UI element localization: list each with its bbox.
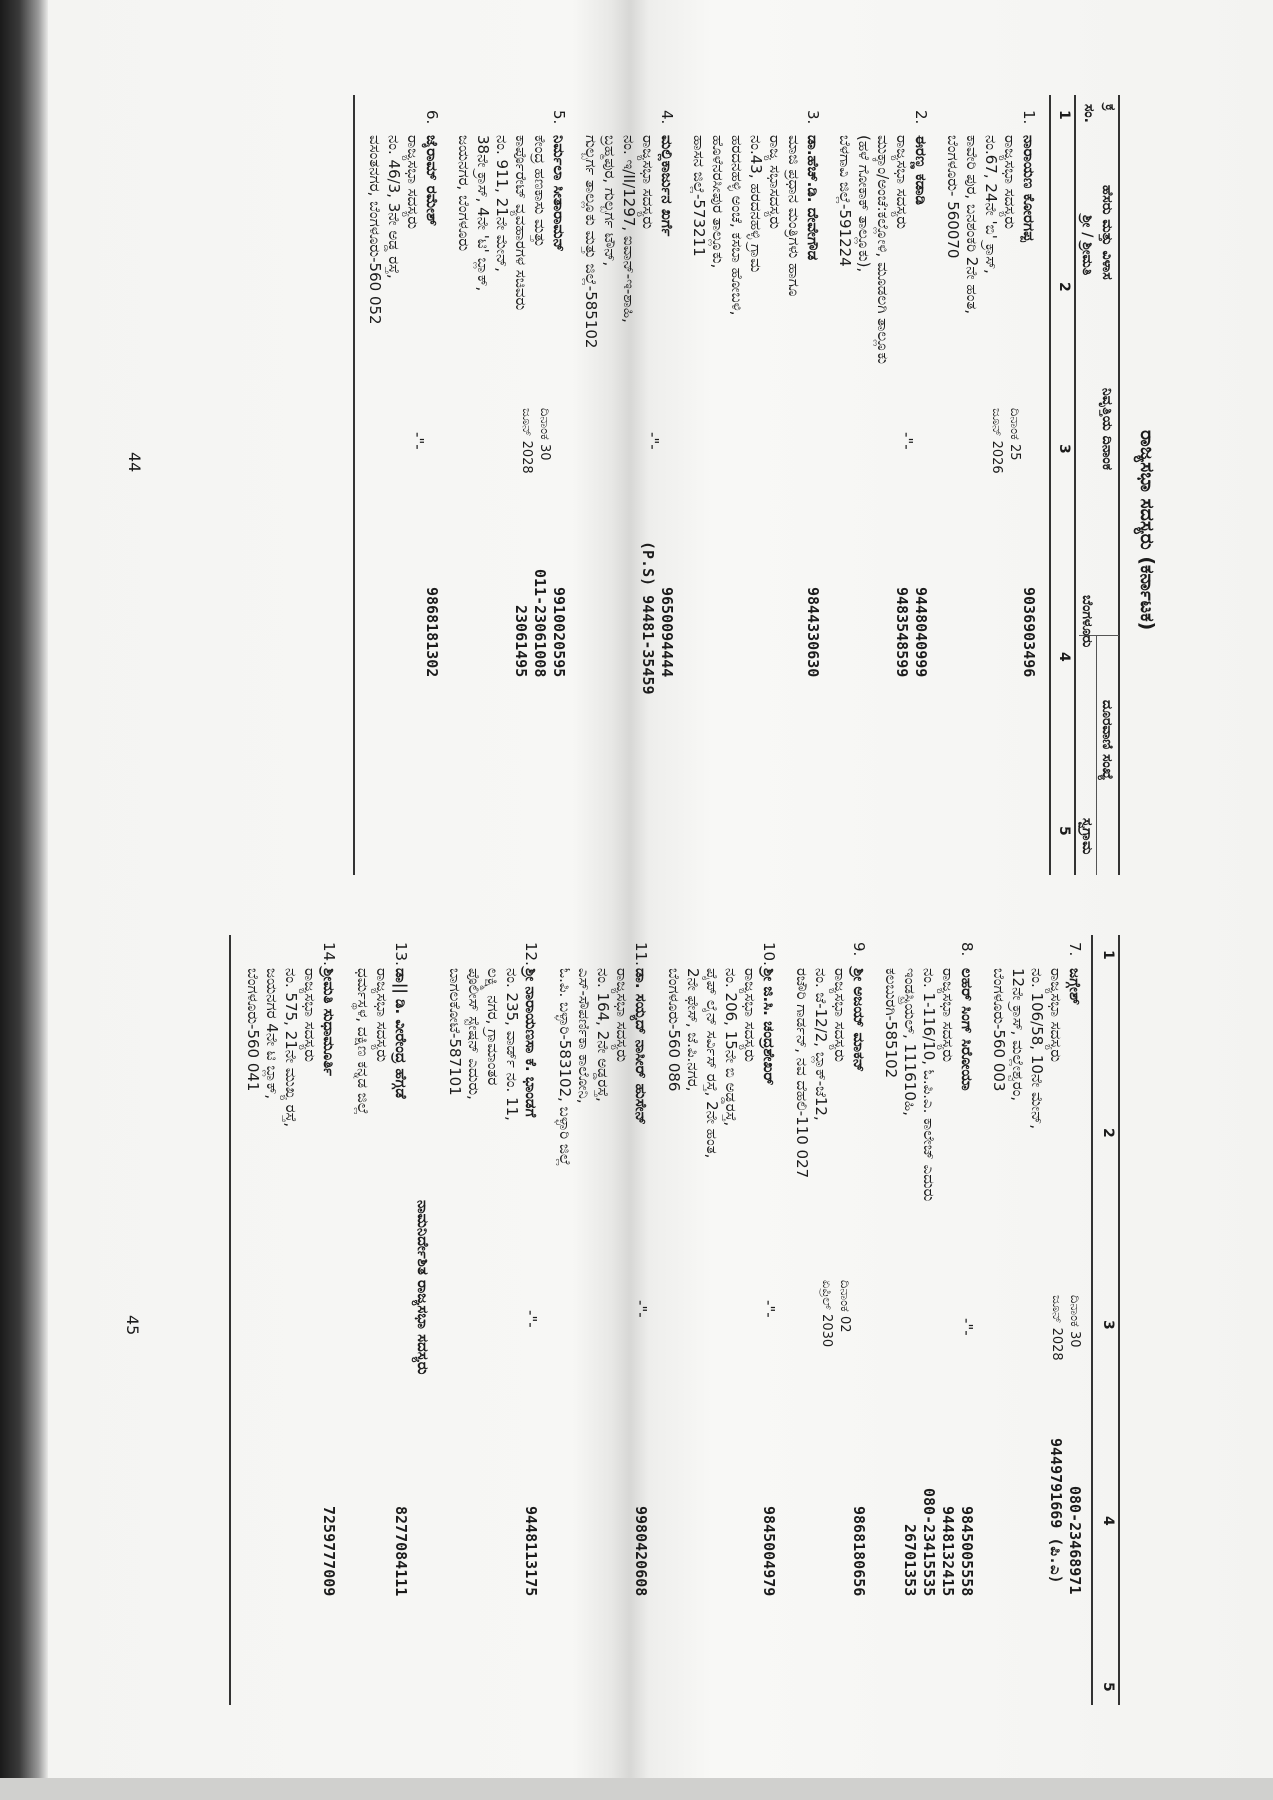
nominated-members-heading: ನಾಮನಿರ್ದೇಶಿತ ರಾಜ್ಯಸಭಾ ಸದಸ್ಯರು [414, 1200, 432, 1375]
colnum-bottom-rule [1091, 935, 1093, 1705]
address-line: ಜಯನಗರ 4ನೇ ಟಿ ಬ್ಲಾಕ್, [263, 968, 281, 1100]
address-line: ನಂ.67, 24ನೇ 'ಬಿ' ಕ್ರಾಸ್, [982, 135, 1000, 274]
page-45 [0, 900, 1273, 1800]
address-line: ರಾಜ್ಯಸಭಾ ಸದಸ್ಯರು [741, 968, 759, 1063]
page-title: ರಾಜ್ಯಸಭಾ ಸದಸ್ಯರು (ಕರ್ನಾಟಕ) [1136, 430, 1158, 631]
member-name: ಡಾ.ಹೆಚ್.ಡಿ. ದೇವೇಗೌಡ [804, 135, 822, 261]
address-line: ಇಂಡಸ್ಟ್ರಿಯಲ್, 111610ಹಿ, [901, 968, 919, 1116]
address-line: ಕಲಬುರಗಿ-585102 [882, 968, 900, 1079]
phone-number: 080-23468971 [1066, 1486, 1084, 1595]
address-line: ಪೈಪ್ ಲೈನ್ ಸರ್ವಿಸ್ ರಸ್ತೆ, 2ನೇ ಹಂತ, [703, 968, 721, 1159]
address-line: ರಾಜ್ಯಸಭಾ ಸದಸ್ಯರು [893, 135, 911, 230]
table-top-rule [1118, 935, 1120, 1705]
retirement-date: ಏಪ್ರಿಲ್ 2030 [819, 1280, 834, 1348]
table-top-rule [1118, 95, 1120, 875]
address-line: ಕಾವೇರಿ ಪುರ, ಬನಶಂಕರಿ 2ನೇ ಹಂತ, [963, 135, 981, 315]
table-bottom-rule [353, 95, 355, 875]
retirement-date: ದಿನಾಂಕ 02 [837, 1280, 852, 1333]
address-line: 38ನೇ ಕ್ರಾಸ್, 4ನೇ 'ಟಿ' ಬ್ಲಾಕ್, [474, 135, 492, 292]
address-line: ರಾಜ್ಯಸಭಾ ಸದಸ್ಯರು [373, 968, 391, 1063]
address-line: ನಂ. 1-116/10, ಓ.ಪಿ.ಎ. ಕಾಲೇಜ್ ಎದುರು [920, 968, 938, 1202]
entry-number: 5. [550, 110, 568, 125]
phone-header-rule [1096, 635, 1097, 875]
member-name: ಮಲ್ಲಿಕಾರ್ಜುನ ಖರ್ಗೆ [658, 135, 676, 237]
address-line: ಲಕ್ಷ್ಮಿ ನಗರ, ಗ್ರಾಮಾಂತರ [484, 968, 502, 1086]
address-line: ಬಾಗಲಕೋಟೆ-587101 [446, 968, 464, 1096]
column-number: 1 [1100, 950, 1116, 960]
entry-number: 13. [392, 942, 410, 966]
ditto-mark: -"- [632, 1300, 650, 1318]
member-name: ಡಾ. ಸಯ್ಯದ್ ನಾಸೀರ್ ಹುಸೇನ್ [632, 968, 650, 1125]
column-number: 2 [1100, 1128, 1116, 1138]
column-number: 1 [1056, 110, 1072, 120]
phone-number: 9845004979 [760, 1506, 778, 1597]
address-line: ರಾಜ್ಯಸಭಾ ಸದಸ್ಯರು [939, 968, 957, 1063]
address-line: ಬೆಂಗಳೂರು-560 041 [244, 968, 262, 1092]
address-line: ಬೆಂಗಳೂರು-560 003 [990, 968, 1008, 1092]
phone-number: 9868180656 [850, 1506, 868, 1597]
phone-number: 011-23061008 [531, 569, 549, 678]
member-name: ಜಗ್ಗೇಶ್ [1066, 968, 1084, 1006]
column-number: 4 [1056, 652, 1072, 662]
address-line: 2ನೇ ಫೇಸ್, ಜೆ.ಪಿ.ನಗರ, [684, 968, 702, 1092]
entry-number: 11. [632, 942, 650, 966]
phone-number: (P.S) 94481-35459 [639, 541, 657, 695]
entry-number: 14. [320, 942, 338, 966]
phone-number: 9910020595 [550, 587, 568, 678]
address-line: ಬೆಳಗಾವಿ ಜಿಲ್ಲೆ-591224 [836, 135, 854, 267]
address-line: (ಹಳೆ ಗೋಕಾಕ್ ತಾಲ್ಲೂಕು), [855, 135, 873, 273]
entry-number: 3. [804, 110, 822, 125]
phone-number: 9868181302 [423, 587, 441, 678]
phone-number: 9448132415 [939, 1506, 957, 1597]
header-phone: ದೂರವಾಣಿ ಸಂಖ್ಯೆ [1099, 700, 1115, 781]
page-number: 44 [125, 452, 144, 473]
address-line: ರಾಜ್ಯಸಭಾ ಸದಸ್ಯರು [1001, 135, 1019, 230]
colnum-bottom-rule [1049, 95, 1051, 875]
entry-number: 6. [423, 110, 441, 125]
address-line: ಹೊಳೆನರಸೀಪುರ ತಾಲ್ಲೂಕು, [709, 135, 727, 269]
phone-number: 23061495 [512, 605, 530, 678]
ditto-mark: -"- [522, 1310, 540, 1328]
column-number: 3 [1056, 444, 1072, 454]
phone-number: 9448113175 [522, 1506, 540, 1597]
phone-number: 9448040999 [912, 587, 930, 678]
member-name: ಲಹರ್ ಸಿಂಗ್ ಸಿರೋಯಾ [958, 968, 976, 1091]
address-line: ನಂ. 164, 2ನೇ ಅಡ್ಡರಸ್ತೆ, [594, 968, 612, 1102]
address-line: ನಂ.43, ಹರದನಹಳ್ಳಿ ಗ್ರಾಮ [747, 135, 765, 273]
entry-number: 7. [1066, 942, 1084, 957]
address-line: ಬ್ರಹ್ಮಪುರ, ಗುಲ್ಬರ್ಗ ಟೌನ್, [601, 135, 619, 267]
retirement-date: ಜೂನ್ 2026 [989, 408, 1004, 474]
member-name: ಶ್ರೀ ನಾರಾಯಣಸಾ ಕೆ. ಭಾಂಡಗೆ [522, 968, 540, 1118]
entry-number: 1. [1020, 110, 1038, 125]
member-name: ನಿರ್ಮಲಾ ಸೀತಾರಾಮನ್ [550, 135, 568, 252]
phone-number: 26701353 [901, 1524, 919, 1597]
phone-number: 080-23415535 [920, 1488, 938, 1597]
address-line: ವಸಂತನಗರ, ಬೆಂಗಳೂರು-560 052 [366, 135, 384, 325]
address-line: ಕಾರ್ಪೊರೇಟ್ ವ್ಯವಹಾರಗಳ ಸಚಿವರು [512, 135, 530, 311]
retirement-date: ದಿನಾಂಕ 30 [1067, 1295, 1082, 1348]
entry-number: 4. [658, 110, 676, 125]
column-number: 3 [1100, 1320, 1116, 1330]
address-line: ನಂ. 575, 21ನೇ ಮುಖ್ಯ ರಸ್ತೆ, [282, 968, 300, 1128]
address-line: ನಂ. 46/3, 3ನೇ ಅಡ್ಡ ರಸ್ತೆ, [385, 135, 403, 279]
entry-number: 12. [522, 942, 540, 966]
member-name: ಶ್ರೀ ಜಿ.ಸಿ. ಚಂದ್ರಶೇಖರ್ [760, 968, 778, 1086]
member-name: ಡಾ|| ಡಿ. ವೀರೇಂದ್ರ ಹೆಗ್ಗಡೆ [392, 968, 410, 1099]
phone-number: 7259777009 [320, 1506, 338, 1597]
header-bottom-rule [1074, 95, 1076, 875]
address-line: ಕೇಂದ್ರ ಹಣಕಾಸು ಮತ್ತು [531, 135, 549, 248]
address-line: ಎಸ್-ಸೌಪರ್ಣಿಕಾ ಕಾಲೋನಿ, [575, 968, 593, 1104]
address-line: ಹರದನಹಳ್ಳಿ ಅಂಚೆ, ಕಸಬಾ ಹೋಬಳಿ, [728, 135, 746, 316]
member-name: ಶ್ರೀಮತಿ ಸುಧಾಮೂರ್ತಿ [320, 968, 338, 1076]
retirement-date: ಜೂನ್ 2028 [1049, 1295, 1064, 1361]
entry-number: 8. [958, 942, 976, 957]
header-name-sub: ಶ್ರೀ / ಶ್ರೀಮತಿ [1079, 215, 1095, 276]
retirement-date: ದಿನಾಂಕ 25 [1007, 408, 1022, 461]
address-line: 12ನೇ ಕ್ರಾಸ್, ಮಲ್ಲೇಶ್ವರಂ, [1009, 968, 1027, 1102]
address-line: ಗುಲ್ಬರ್ಗ ತಾಲ್ಲೂಕು ಮತ್ತು ಜಿಲ್ಲೆ-585102 [582, 135, 600, 349]
header-native: ಸ್ವಗ್ರಾಮ [1079, 818, 1095, 855]
address-line: ರಾಜ್ಯಸಭಾ ಸದಸ್ಯರು [404, 135, 422, 230]
address-line: ರಾಜ್ಯಸಭಾ ಸದಸ್ಯರು [831, 968, 849, 1063]
header-retirement: ನಿವೃತ್ತಿಯ ದಿನಾಂಕ [1099, 388, 1115, 471]
column-number: 5 [1100, 1682, 1116, 1692]
entry-number: 10. [760, 942, 778, 966]
member-name: ಶ್ರೀ ಅಜಯ್ ಮಾಕನ್ [850, 968, 868, 1073]
address-line: ಓ.ಪಿ. ಬಳ್ಳಾರಿ-583102, ಬಳ್ಳಾರಿ ಜಿಲ್ಲೆ [556, 968, 574, 1167]
address-line: ರಾಜ್ಯಸಭಾ ಸದಸ್ಯರು [301, 968, 319, 1063]
member-name: ನಾರಾಯಣ ಕೋರಗಪ್ಪ [1020, 135, 1038, 242]
retirement-date: ಜೂನ್ 2028 [519, 408, 534, 474]
member-name: ಈರಣ್ಣ ಕಡಾಡಿ [912, 135, 930, 205]
entry-number: 2. [912, 110, 930, 125]
address-line: ಮುಕ್ಕಾಂ/ಅಂಚೆ:ಕಲ್ಲೋಳಿ, ಮೂಡಲಗಿ ತಾಲ್ಲೂಕು [874, 135, 892, 365]
address-line: ನಂ. ಇ/II/1297, ಐವಾನ್-ಇ-ಶಾಹಿ, [620, 135, 638, 323]
column-number: 5 [1056, 826, 1072, 836]
ditto-mark: -"- [644, 432, 662, 450]
phone-number: 9449791669 (ಪಿ.ಎ) [1047, 1438, 1065, 1584]
address-line: ಧರ್ಮಸ್ಥಳ, ದಕ್ಷಿಣ ಕನ್ನಡ ಜಿಲ್ಲೆ [354, 968, 372, 1115]
phone-number: 9650094444 [658, 587, 676, 678]
table-bottom-rule [229, 935, 231, 1705]
address-line: ರಾಜ್ಯ ಸಭಾಸದಸ್ಯರು [766, 135, 784, 230]
phone-number: 9483548599 [893, 587, 911, 678]
column-number: 4 [1100, 1516, 1116, 1526]
address-line: ಜಯನಗರ, ಬೆಂಗಳೂರು [455, 135, 473, 252]
ditto-mark: -"- [898, 432, 916, 450]
retirement-date: ದಿನಾಂಕ 30 [537, 408, 552, 461]
address-line: ನಂ. 235, ವಾರ್ಡ್ ನಂ. 11, [503, 968, 521, 1121]
phone-number: 8277084111 [392, 1506, 410, 1597]
phone-number: 9844330630 [804, 587, 822, 678]
address-line: ಹಾಸನ ಜಿಲ್ಲೆ-573211 [690, 135, 708, 257]
member-name: ಜೈರಾಮ್ ರಮೇಶ್ [423, 135, 441, 226]
address-line: ಬೆಂಗಳೂರು-560 086 [665, 968, 683, 1092]
address-line: ರಾಜ್ಯಸಭಾ ಸದಸ್ಯರು [1047, 968, 1065, 1063]
phone-number: 9980420608 [632, 1506, 650, 1597]
header-kra: ಕ್ರ [1102, 104, 1118, 111]
address-line: ರಜೌರಿ ಗಾರ್ಡನ್, ನವ ದೆಹಲಿ-110 027 [793, 968, 811, 1179]
header-sam: ಸಂ. [1081, 104, 1097, 123]
address-line: ನಂ. 911, 21ನೇ ಮೇನ್, [493, 135, 511, 272]
header-name-address: ಹೆಸರು ಮತ್ತು ವಿಳಾಸ [1099, 185, 1115, 280]
address-line: ನಂ. 106/58, 10ನೇ ಮೇನ್, [1028, 968, 1046, 1130]
address-line: ಪೊಲೀಸ್ ಸ್ಟೇಷನ್ ಎದುರು, [465, 968, 483, 1100]
ditto-mark: -"- [958, 1318, 976, 1336]
ditto-mark: -"- [760, 1300, 778, 1318]
address-line: ಬೆಂಗಳೂರು- 560070 [944, 135, 962, 259]
phone-number: 9036903496 [1020, 587, 1038, 678]
ditto-mark: -"- [409, 432, 427, 450]
address-line: ರಾಜ್ಯಸಭಾ ಸದಸ್ಯರು [613, 968, 631, 1063]
column-number: 2 [1056, 282, 1072, 292]
header-bangalore: ಬೆಂಗಳೂರು [1079, 595, 1095, 648]
address-line: ನಂ. ಜೆ-12/2, ಬ್ಲಾಕ್-ಜೆ12, [812, 968, 830, 1121]
phone-number: 9845005558 [958, 1506, 976, 1597]
address-line: ನಂ. 206, 15ನೇ ಬಿ ಅಡ್ಡರಸ್ತೆ, [722, 968, 740, 1127]
address-line: ಮಾಜಿ ಪ್ರಧಾನ ಮಂತ್ರಿಗಳು ಹಾಗೂ [785, 135, 803, 297]
address-line: ರಾಜ್ಯಸಭಾ ಸದಸ್ಯರು [639, 135, 657, 230]
page-number: 45 [123, 1315, 142, 1336]
entry-number: 9. [850, 942, 868, 957]
